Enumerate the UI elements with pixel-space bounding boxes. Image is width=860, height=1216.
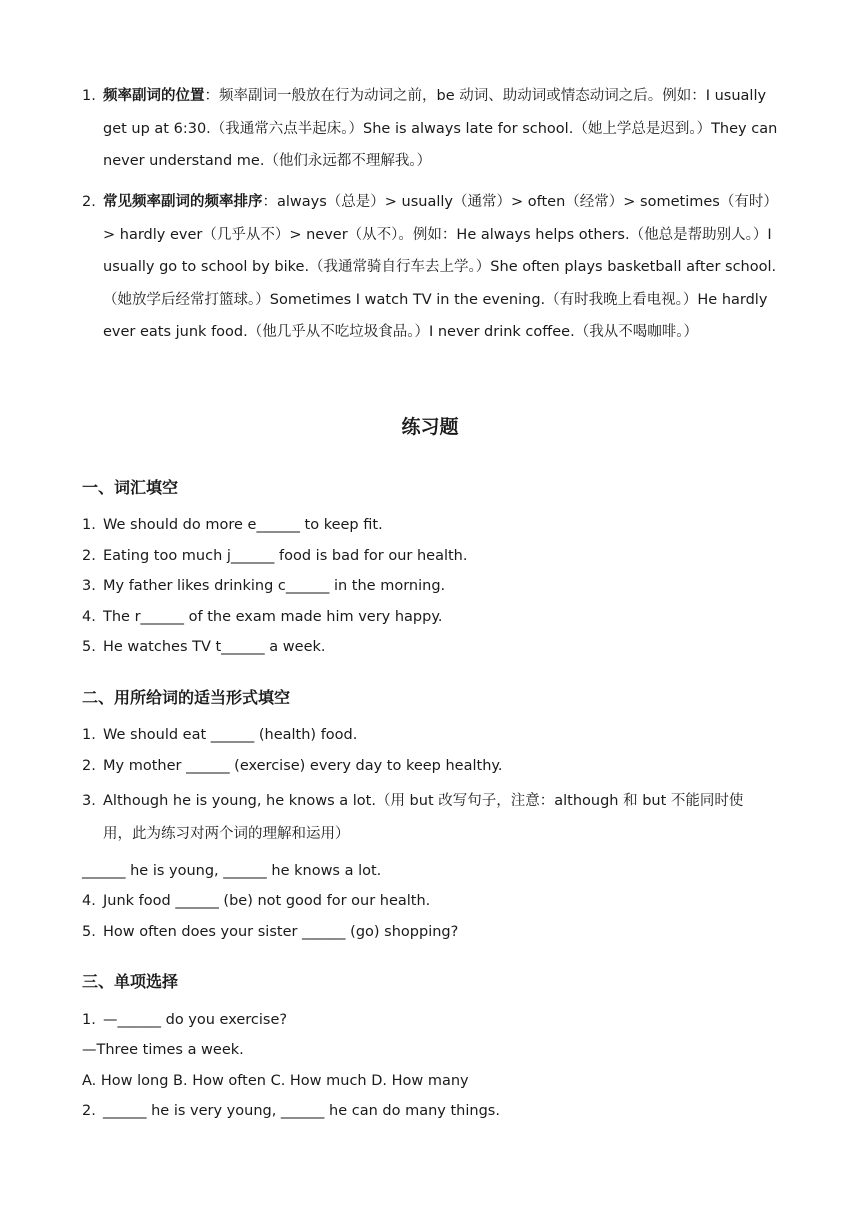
list-item: 5. He watches TV t______ a week. [82,639,326,655]
point-heading: 频率副词的位置 [103,88,205,104]
exercise-title: 练习题 [401,416,459,438]
options-line: A. How long B. How often C. How much D. How many [82,1073,469,1089]
point-heading: 常见频率副词的频率排序 [103,194,263,210]
section-heading: 三、单项选择 [82,972,179,991]
list-item: 4. Junk food ______ (be) not good for our health. [82,893,431,909]
list-item: 1. We should do more e______ to keep fit. [82,517,383,533]
point-body: ：always（总是）> usually（通常）> often（经常）> sometimes（有时）> hardly ever（几乎从不）> never（从不）。例如：He always helps others.（他总是帮助别人。）I usually go to school by bike.（我通常骑自行车去上学。）She often plays basketball after school.（她放学后经常打篮球。）Sometimes I watch TV in the evening.（有时我晚上看电视。）He hardly ever eats junk food.（他几乎从不吃垃圾食品。）I never drink coffee.（我从不喝咖啡。） [103,194,778,340]
intro-point-2 [82,186,782,349]
list-item: 4. The r______ of the exam made him very happy. [82,609,443,625]
list-item: 3. Although he is young, he knows a lot.（用 but 改写句子，注意：although 和 but 不能同时使用，此为练习对两个词的理解和运用） [82,793,744,842]
question: 2. ______ he is very young, ______ he can do many things. [82,1103,500,1119]
point-body: ：频率副词一般放在行为动词之前，be 动词、助动词或情态动词之后。例如：I usually get up at 6:30.（我通常六点半起床。）She is always late for school.（她上学总是迟到。）They can never understand me.（他们永远都不理解我。） [103,88,778,169]
item-number: 1. [82,88,96,104]
question: 1. —______ do you exercise? [82,1012,288,1028]
list-item: 2. My mother ______ (exercise) every day to keep healthy. [82,758,503,774]
list-item: 5. How often does your sister ______ (go) shopping? [82,924,459,940]
list-item: 2. Eating too much j______ food is bad for our health. [82,548,468,564]
answer-line: —Three times a week. [82,1042,244,1058]
item-number: 2. [82,194,96,210]
section-heading: 二、用所给词的适当形式填空 [82,688,291,707]
list-item: 1. We should eat ______ (health) food. [82,727,358,743]
intro-point-1 [82,80,782,178]
list-item: ______ he is young, ______ he knows a lot. [82,863,382,879]
section-heading: 一、词汇填空 [82,478,179,497]
list-item: 3. My father likes drinking c______ in the morning. [82,578,446,594]
